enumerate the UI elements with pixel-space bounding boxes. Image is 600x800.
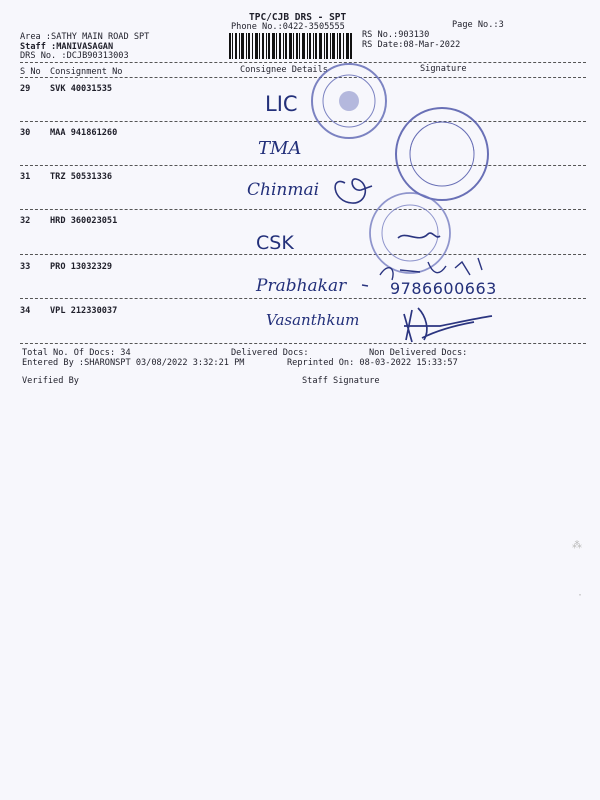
row-33-consignment: PRO 13032329 xyxy=(50,262,113,272)
row-29-consignment: SVK 40031535 xyxy=(50,84,113,94)
row-30-consignment: MAA 941861260 xyxy=(50,128,118,138)
col-signature: Signature xyxy=(420,64,467,74)
row-31-consignment: TRZ 50531336 xyxy=(50,172,113,182)
rs-date: RS Date:08-Mar-2022 xyxy=(362,40,461,50)
row-33-handwritten: Prabhakar xyxy=(256,276,347,296)
drs-number: DRS No. :DCJB90313003 xyxy=(20,51,129,61)
rs-number: RS No.:903130 xyxy=(362,30,430,40)
electronic-stamp-icon xyxy=(370,193,450,273)
staff-signature-label: Staff Signature xyxy=(302,376,380,386)
col-sno: S No xyxy=(20,67,41,77)
row-34-handwritten: Vasanthkum xyxy=(266,311,360,329)
row-33-phone-handwritten: 9786600663 xyxy=(390,279,497,298)
total-docs: Total No. Of Docs: 34 xyxy=(22,348,131,358)
area-label: Area :SATHY MAIN ROAD SPT xyxy=(20,32,150,42)
row-32-consignment: HRD 360023051 xyxy=(50,216,118,226)
row-29-handwritten: LIC xyxy=(265,92,298,116)
row-33-sno: 33 xyxy=(20,262,31,272)
col-consignee: Consignee Details xyxy=(240,65,328,75)
phone-number: Phone No.:0422-3505555 xyxy=(231,22,345,32)
staff-label: Staff :MANIVASAGAN xyxy=(20,42,114,52)
scan-speck: ⁂ xyxy=(572,540,582,551)
row-31-sno: 31 xyxy=(20,172,31,182)
row-29-sno: 29 xyxy=(20,84,31,94)
row-30-sno: 30 xyxy=(20,128,31,138)
verified-by: Verified By xyxy=(22,376,79,386)
row-32-sno: 32 xyxy=(20,216,31,226)
delivered-docs: Delivered Docs: xyxy=(231,348,309,358)
reprinted-on: Reprinted On: 08-03-2022 15:33:57 xyxy=(287,358,458,368)
row-34-consignment: VPL 212330037 xyxy=(50,306,118,316)
document-title: TPC/CJB DRS - SPT xyxy=(249,12,347,23)
bank-seal-icon xyxy=(396,108,488,200)
scan-speck: · xyxy=(577,590,584,601)
row-32-handwritten: CSK xyxy=(256,232,294,254)
row-34-sno: 34 xyxy=(20,306,31,316)
round-stamp-icon xyxy=(312,64,386,138)
non-delivered-docs: Non Delivered Docs: xyxy=(369,348,468,358)
page-number: Page No.:3 xyxy=(452,20,504,30)
entered-by: Entered By :SHARONSPT 03/08/2022 3:32:21 PM xyxy=(22,358,245,368)
row-31-handwritten: Chinmai xyxy=(247,180,320,200)
col-consignment: Consignment No xyxy=(50,67,123,77)
row-30-handwritten: TMA xyxy=(258,138,302,159)
